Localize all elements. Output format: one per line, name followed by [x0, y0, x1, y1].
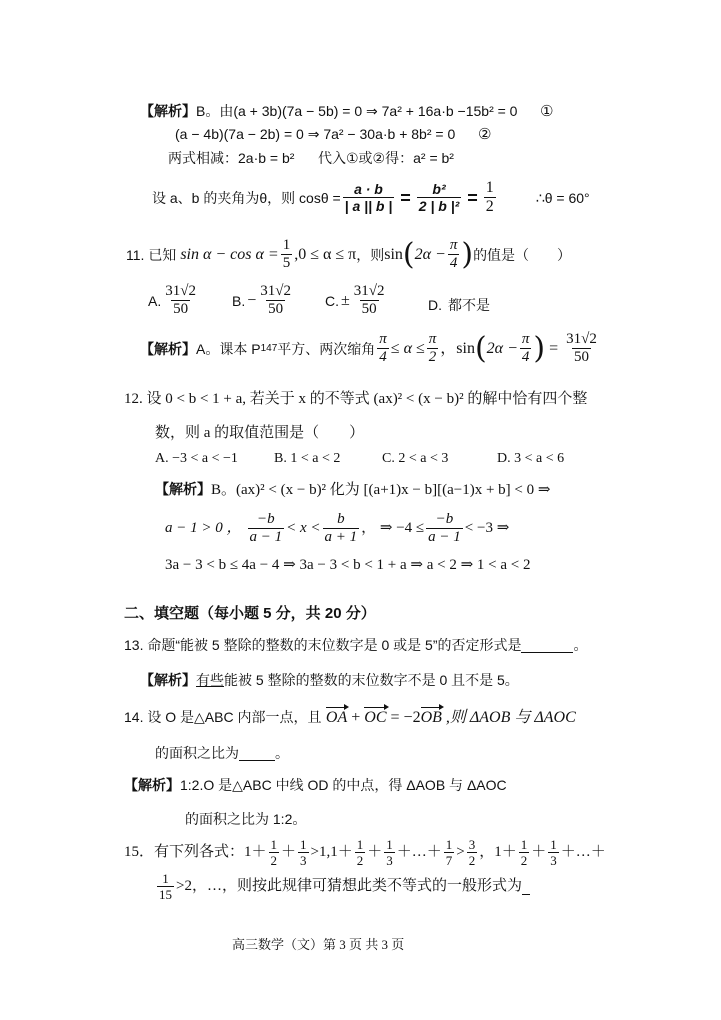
- option-frac: [258, 284, 293, 317]
- option-frac: [352, 284, 387, 317]
- q11-option-c: [325, 284, 389, 317]
- frac-num: 1: [445, 837, 453, 852]
- option-label: B.: [232, 292, 246, 309]
- q12-option-b: B. 1 < a < 2: [274, 451, 341, 466]
- option-label: C.: [325, 292, 339, 309]
- frac-num: 1: [282, 237, 291, 253]
- frac-den: 2: [356, 853, 364, 868]
- plus: ＋: [367, 844, 383, 860]
- left-paren: (: [402, 236, 415, 272]
- frac-1-2: [269, 838, 280, 867]
- answer-blank: [522, 879, 530, 895]
- q11-expr: sin α − cos α =: [180, 245, 279, 263]
- q12-sol-imp2: < −3 ⇒: [464, 520, 510, 536]
- option-text: 都不是: [448, 297, 490, 313]
- frac-den: | a || b |: [344, 198, 393, 214]
- frac-num: a · b: [354, 181, 383, 197]
- q15-stem: [124, 838, 606, 867]
- frac-3-2: [467, 838, 478, 867]
- frac-num: 31√2: [353, 283, 385, 299]
- q11-sol-a: A。课本 P: [196, 340, 261, 357]
- q10-mark1: ①: [540, 103, 554, 120]
- solution-label: 【解析】: [140, 340, 196, 357]
- frac-1-2: [519, 838, 530, 867]
- frac-den: 2: [428, 349, 437, 365]
- option-sign: −: [247, 291, 257, 309]
- q10-solution-line3b: 代入①或②得：a² = b²: [318, 150, 454, 166]
- q14-solution: [124, 778, 507, 792]
- q13-sol-rest: 能被 5 整除的整数的末位数字不是 0 且不是 5。: [224, 672, 519, 688]
- q14-solution-line2: 的面积之比为 1:2。: [185, 811, 307, 827]
- plus: ＋: [531, 844, 547, 860]
- q12-sol-cond: a − 1 > 0 ，: [165, 520, 242, 536]
- frac-num: 1: [485, 179, 494, 196]
- frac-1-2: [355, 838, 366, 867]
- q14-end: 。: [275, 745, 289, 761]
- solution-label: 【解析】: [155, 481, 211, 497]
- frac-num: b²: [432, 181, 446, 197]
- answer-blank: [239, 746, 275, 761]
- eq-sign: =: [467, 187, 478, 208]
- q11-pi-frac: [448, 238, 460, 271]
- q15-b: >1,1＋: [310, 844, 353, 860]
- q15-stem-line2: [155, 872, 530, 901]
- q14-text-b: ,则 ΔAOB 与 ΔAOC: [441, 709, 576, 726]
- q12-solution-line3: 3a − 3 < b ≤ 4a − 4 ⇒ 3a − 3 < b < 1 + a ⇒ a < 2 ⇒ 1 < a < 2: [165, 557, 531, 573]
- frac-num: π: [521, 331, 530, 347]
- frac-num: 1: [300, 837, 307, 852]
- q12-option-d: D. 3 < a < 6: [497, 451, 565, 466]
- q11-option-b: [232, 284, 295, 317]
- frac-num: π: [379, 331, 387, 347]
- frac-den: 2: [485, 198, 494, 215]
- frac-den: 7: [445, 853, 453, 868]
- frac-den: a + 1: [324, 529, 358, 545]
- frac-den: 50: [268, 301, 284, 317]
- frac-num: b: [337, 511, 345, 527]
- q11-cond: ,0 ≤ α ≤ π: [294, 245, 357, 263]
- frac-den: 15: [159, 887, 172, 902]
- solution-label: 【解析】: [140, 103, 196, 119]
- frac-den: a − 1: [428, 529, 461, 545]
- q12-solution-line1: [155, 482, 550, 498]
- frac-den: 4: [521, 349, 530, 365]
- frac-num: 1: [520, 837, 528, 852]
- q14-text-a: 14. 设 O 是△ABC 内部一点，且: [124, 709, 322, 725]
- frac-num: π: [428, 331, 437, 347]
- plus-sign: +: [347, 709, 365, 726]
- q11-stem: [126, 238, 571, 271]
- q15-g: >2，…，则按此规律可猜想此类不等式的一般形式为: [176, 878, 522, 894]
- frac-den: 3: [550, 853, 557, 868]
- plus: ＋: [281, 844, 297, 860]
- q11-inner: 2α −: [414, 245, 446, 263]
- left-paren: (: [474, 330, 487, 366]
- pi-over-4: [377, 332, 389, 365]
- q10-sol-text1: B。由(a + 3b)(7a − 5b) = 0 ⇒ 7a² + 16a·b −15b² = 0: [196, 103, 518, 119]
- frac-den: 2: [468, 853, 476, 868]
- frac-num: 31√2: [566, 331, 597, 347]
- q11-sol-page: 147: [260, 342, 278, 354]
- q10-fraction-2: [417, 182, 462, 213]
- q11-option-a: [148, 284, 200, 317]
- q12-frac-2: [323, 512, 360, 545]
- q10-solution-line3a: 两式相减：2a·b = b²: [168, 150, 295, 166]
- answer-blank: [521, 638, 573, 653]
- q11-sol-inner: 2α −: [486, 339, 518, 357]
- eq-sign: =: [549, 339, 559, 357]
- vector-oc: OC: [364, 709, 387, 726]
- frac-1-7: [444, 838, 455, 867]
- q11-sol-d: ，sin: [440, 339, 475, 357]
- q14-sol-text1: 1:2.O 是△ABC 中线 OD 的中点，得 ΔAOB 与 ΔAOC: [180, 777, 507, 793]
- q10-solution-line2: (a − 4b)(7a − 2b) = 0 ⇒ 7a² − 30a·b + 8b² = 0: [175, 126, 456, 142]
- eq-minus2: = −2: [386, 709, 421, 726]
- q15-e: ，1＋: [479, 844, 517, 860]
- frac-1-3: [384, 838, 395, 867]
- right-paren: ): [533, 330, 546, 366]
- frac-1-15: [157, 872, 174, 901]
- option-frac: [163, 284, 198, 317]
- frac-den: 2: [270, 853, 278, 868]
- frac-den: 4: [449, 255, 458, 271]
- option-label: A.: [148, 292, 162, 309]
- q13-text: 13. 命题“能被 5 整除的整数的末位数字是 0 或是 5”的否定形式是: [124, 637, 522, 653]
- q12-option-c: C. 2 < a < 3: [382, 451, 449, 466]
- q15-f: ＋…＋: [560, 844, 606, 860]
- q12-sol-imp: ， ⇒ −4 ≤: [361, 520, 425, 536]
- q11-sol-result: [564, 332, 599, 365]
- option-label: D.: [428, 297, 442, 313]
- frac-den: 4: [379, 349, 387, 365]
- q10-mark2: ②: [478, 126, 492, 143]
- solution-label: 【解析】: [140, 672, 196, 688]
- q15-c: ＋…＋: [396, 844, 442, 860]
- q14-stem: [124, 710, 576, 726]
- q13-stem: [124, 638, 587, 653]
- section-heading: 二、填空题（每小题 5 分，共 20 分）: [124, 605, 376, 622]
- frac-den: 50: [173, 301, 189, 317]
- q15-d: >: [456, 844, 465, 860]
- q14-stem-line2: [155, 746, 289, 761]
- q10-theta-result: ∴θ = 60°: [535, 189, 590, 206]
- frac-num: 1: [356, 837, 364, 852]
- q13-solution: [140, 673, 519, 687]
- q12-sol-text1: B。(ax)² < (x − b)² 化为 [(a+1)x − b][(a−1)x + b] < 0 ⇒: [211, 482, 551, 498]
- q10-cos-intro: 设 a、b 的夹角为θ，则 cosθ =: [152, 189, 341, 206]
- q13-end: 。: [573, 637, 588, 653]
- frac-1-3: [548, 838, 559, 867]
- frac-1-3: [298, 838, 309, 867]
- q11-tail: 的值是（ ）: [473, 246, 572, 263]
- eq-sign: =: [400, 187, 411, 208]
- right-paren: ): [461, 236, 474, 272]
- frac-num: 1: [162, 871, 169, 886]
- q11-frac: [281, 238, 293, 271]
- frac-num: 3: [468, 837, 476, 852]
- q15-a: 15．有下列各式：1＋: [124, 844, 267, 860]
- pi-over-4: [520, 332, 532, 365]
- frac-den: 3: [386, 853, 393, 868]
- q12-frac-1: [248, 512, 285, 545]
- frac-num: 31√2: [260, 283, 291, 299]
- frac-num: 1: [386, 837, 393, 852]
- q13-sol-underlined: 有些: [196, 672, 224, 688]
- q12-stem-line2: 数，则 a 的取值范围是（ ）: [155, 425, 365, 441]
- q14-text-l2: 的面积之比为: [155, 745, 239, 761]
- q10-solution-line1: [140, 104, 517, 118]
- frac-num: π: [449, 237, 458, 253]
- frac-den: 50: [361, 301, 377, 317]
- pi-over-2: [427, 332, 439, 365]
- q11-sol-b: 平方、两次缩角: [277, 340, 376, 357]
- frac-num: 1: [550, 837, 557, 852]
- frac-den: a − 1: [249, 529, 283, 545]
- frac-num: 1: [270, 837, 278, 852]
- frac-den: 5: [282, 255, 291, 271]
- frac-den: 50: [574, 349, 589, 365]
- frac-num: −b: [257, 511, 275, 527]
- q11-mid: ，则: [356, 246, 385, 263]
- q12-stem-line1: 12. 设 0 < b < 1 + a, 若关于 x 的不等式 (ax)² < (x − b)² 的解中恰有四个整: [124, 391, 588, 407]
- vector-ob: OB: [420, 709, 442, 726]
- frac-den: 2 | b |²: [418, 198, 460, 214]
- page-footer: 高三数学（文）第 3 页 共 3 页: [232, 937, 405, 952]
- solution-label: 【解析】: [124, 777, 180, 793]
- q12-sol-lt: < x <: [286, 520, 321, 536]
- frac-num: −b: [435, 511, 454, 527]
- frac-den: 3: [300, 853, 307, 868]
- q12-option-a: A. −3 < a < −1: [155, 451, 238, 466]
- q11-number: 11. 已知: [126, 246, 177, 263]
- q10-fraction-3: [484, 180, 496, 215]
- q11-solution: [140, 332, 601, 365]
- q11-sol-c: ≤ α ≤: [390, 339, 425, 357]
- q11-option-d: [428, 298, 490, 312]
- q12-solution-line2: [165, 512, 509, 545]
- q10-solution-line4: [152, 180, 590, 215]
- q11-sin: sin: [384, 245, 403, 263]
- option-sign: ±: [341, 291, 350, 309]
- frac-den: 2: [520, 853, 528, 868]
- vector-oa: OA: [325, 709, 348, 726]
- q10-fraction-1: [343, 182, 395, 213]
- frac-num: 31√2: [165, 283, 196, 299]
- q12-frac-3: [426, 512, 463, 545]
